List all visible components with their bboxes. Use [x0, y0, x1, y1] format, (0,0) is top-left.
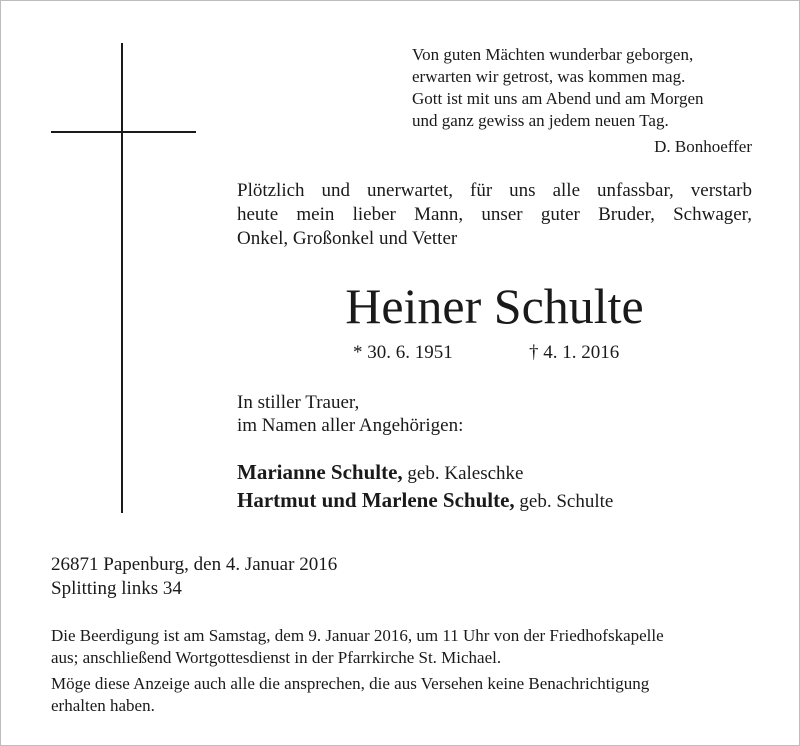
mourning-line: In stiller Trauer,	[237, 392, 360, 413]
funeral-notice	[51, 625, 751, 669]
poem-author: D. Bonhoeffer	[654, 137, 752, 156]
relatives-list	[237, 459, 613, 515]
address-block	[51, 553, 337, 601]
relative-entry	[237, 487, 613, 515]
poem-line: und ganz gewiss an jedem neuen Tag.	[412, 111, 669, 130]
relative-maiden-name: geb. Schulte	[519, 491, 614, 512]
intro-line: Plötzlich und unerwartet, für uns alle unfassbar, verstarb	[237, 180, 752, 201]
intro-line: heute mein lieber Mann, unser guter Bruder, Schwager,	[237, 204, 752, 225]
bonhoeffer-poem	[412, 44, 752, 158]
notification-notice	[51, 673, 751, 717]
relative-name: Hartmut und Marlene Schulte,	[237, 488, 515, 512]
relative-maiden-name: geb. Kaleschke	[407, 463, 524, 484]
funeral-notice-line: aus; anschließend Wortgottesdienst in der Pfarrkirche St. Michael.	[51, 648, 502, 667]
notification-notice-line: erhalten haben.	[51, 696, 155, 715]
cross-horizontal-bar	[51, 131, 196, 133]
notification-notice-line: Möge diese Anzeige auch alle die ansprechen, die aus Versehen keine Benachrichtigung	[51, 674, 650, 693]
relative-entry	[237, 459, 613, 487]
poem-line: Von guten Mächten wunderbar geborgen,	[412, 45, 694, 64]
cross-vertical-bar	[121, 43, 123, 513]
poem-line: Gott ist mit uns am Abend und am Morgen	[412, 89, 704, 108]
death-announcement-text	[237, 179, 752, 251]
funeral-notice-line: Die Beerdigung ist am Samstag, dem 9. Januar 2016, um 11 Uhr von der Friedhofskapelle	[51, 626, 664, 645]
deceased-name: Heiner Schulte	[345, 278, 644, 334]
place-and-date: 26871 Papenburg, den 4. Januar 2016	[51, 554, 338, 575]
intro-line: Onkel, Großonkel und Vetter	[237, 228, 458, 249]
relative-name: Marianne Schulte,	[237, 460, 403, 484]
mourning-line: im Namen aller Angehörigen:	[237, 415, 464, 436]
poem-line: erwarten wir getrost, was kommen mag.	[412, 67, 686, 86]
street-address: Splitting links 34	[51, 578, 182, 599]
mourning-text	[237, 391, 463, 437]
birth-date: * 30. 6. 1951	[353, 342, 453, 363]
death-date: † 4. 1. 2016	[529, 342, 620, 363]
